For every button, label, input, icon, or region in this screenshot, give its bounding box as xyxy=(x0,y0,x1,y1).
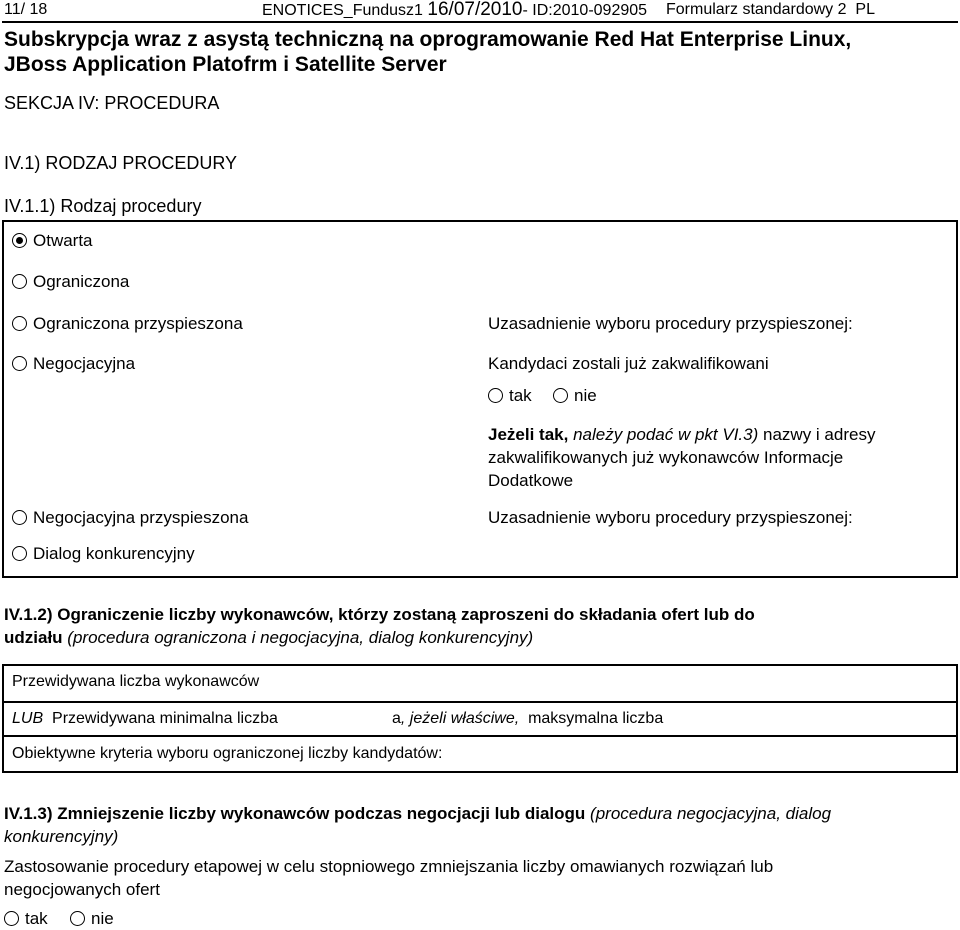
max-label: maksymalna liczba xyxy=(528,710,664,727)
iv13-heading-italic: (procedura negocjacyjna, dialog xyxy=(590,804,832,823)
section-heading: SEKCJA IV: PROCEDURA xyxy=(4,93,220,113)
radio-icon[interactable] xyxy=(553,388,568,403)
option-ograniczona-przyspieszona[interactable] xyxy=(12,313,243,335)
radio-icon[interactable] xyxy=(12,316,27,331)
justification-label-1: Uzasadnienie wyboru procedury przyspieszonej: xyxy=(488,314,853,333)
candidates-yes[interactable] xyxy=(488,385,532,407)
radio-icon[interactable] xyxy=(70,911,85,926)
a-label: a xyxy=(392,710,401,727)
option-dialog-konkurencyjny[interactable] xyxy=(12,543,195,565)
header-doc-info xyxy=(262,0,647,21)
no-label: nie xyxy=(574,386,597,405)
doc-name: ENOTICES_Fundusz1 xyxy=(262,2,423,19)
no-label: nie xyxy=(91,909,114,928)
option-negocjacyjna[interactable] xyxy=(12,353,135,375)
candidates-label: Kandydaci zostali już zakwalifikowani xyxy=(488,354,769,373)
option-negocjacyjna-przyspieszona[interactable] xyxy=(12,507,248,529)
stages-yes[interactable] xyxy=(4,908,48,930)
option-label: Negocjacyjna przyspieszona xyxy=(33,508,249,527)
radio-icon[interactable] xyxy=(4,911,19,926)
if-yes-note-line2: zakwalifikowanych już wykonawców Informacje xyxy=(488,448,844,467)
yes-label: tak xyxy=(509,386,532,405)
justification-label-2: Uzasadnienie wyboru procedury przyspieszonej: xyxy=(488,508,853,527)
option-label: Dialog konkurencyjny xyxy=(33,544,195,563)
iv11-heading: IV.1.1) Rodzaj procedury xyxy=(4,196,202,216)
iv13-heading-line2: konkurencyjny) xyxy=(4,827,119,846)
option-label: Negocjacyjna xyxy=(33,354,136,373)
radio-icon[interactable] xyxy=(12,510,27,525)
radio-icon[interactable] xyxy=(12,546,27,561)
subsection-heading: IV.1) RODZAJ PROCEDURY xyxy=(4,153,238,173)
iv12-heading-line1: IV.1.2) Ograniczenie liczby wykonawców, którzy zostaną zaproszeni do składania ofert lub do xyxy=(4,605,755,624)
radio-icon[interactable] xyxy=(488,388,503,403)
doc-date: 16/07/2010 xyxy=(427,0,523,20)
header-divider xyxy=(2,21,958,23)
radio-icon[interactable] xyxy=(12,356,27,371)
page-title: Subskrypcja wraz z asystą techniczną na oprogramowanie Red Hat Enterprise Linux, xyxy=(4,28,852,51)
iv12-heading-line2 xyxy=(4,627,533,649)
if-applicable-label: , jeżeli właściwe, xyxy=(400,710,520,727)
yes-label: tak xyxy=(25,909,48,928)
form-name: Formularz standardowy 2 xyxy=(666,1,847,18)
stages-no[interactable] xyxy=(70,908,114,930)
iv13-text-line1: Zastosowanie procedury etapowej w celu stopniowego zmniejszania liczby omawianych rozwiązań lub xyxy=(4,857,774,876)
iv13-text-line2: negocjowanych ofert xyxy=(4,880,160,899)
radio-icon[interactable] xyxy=(12,274,27,289)
option-label: Otwarta xyxy=(33,231,93,250)
max-row xyxy=(392,708,663,730)
min-label: Przewidywana minimalna liczba xyxy=(52,710,278,727)
min-max-row xyxy=(12,708,278,730)
iv12-heading-italic: (procedura ograniczona i negocjacyjna, dialog konkurencyjny) xyxy=(67,628,534,647)
form-type xyxy=(666,0,875,20)
expected-number-label: Przewidywana liczba wykonawców xyxy=(12,673,260,690)
candidates-no[interactable] xyxy=(553,385,597,407)
limit-box-divider-2 xyxy=(2,735,958,737)
if-yes-italic: należy podać w pkt VI.3) xyxy=(573,425,759,444)
iv13-heading-bold: IV.1.3) Zmniejszenie liczby wykonawców podczas negocjacji lub dialogu xyxy=(4,804,586,823)
option-ograniczona[interactable] xyxy=(12,271,129,293)
iv13-heading-line1 xyxy=(4,803,831,825)
or-label: LUB xyxy=(12,710,44,727)
if-yes-bold: Jeżeli tak, xyxy=(488,425,569,444)
option-label: Ograniczona przyspieszona xyxy=(33,314,243,333)
iv12-heading-bold: udziału xyxy=(4,628,63,647)
limit-box-divider-1 xyxy=(2,701,958,703)
if-yes-rest: nazwy i adresy xyxy=(763,425,876,444)
radio-selected-icon[interactable] xyxy=(12,233,27,248)
if-yes-note-line3: Dodatkowe xyxy=(488,471,574,490)
form-lang: PL xyxy=(855,1,875,18)
option-label: Ograniczona xyxy=(33,272,130,291)
if-yes-note-line1 xyxy=(488,424,875,446)
criteria-label: Obiektywne kryteria wyboru ograniczonej liczby kandydatów: xyxy=(12,745,443,762)
option-otwarta[interactable] xyxy=(12,230,93,252)
doc-id: - ID:2010-092905 xyxy=(522,2,648,19)
page-number: 11/ 18 xyxy=(4,1,48,18)
page-title-line2: JBoss Application Platofrm i Satellite Server xyxy=(4,53,447,76)
